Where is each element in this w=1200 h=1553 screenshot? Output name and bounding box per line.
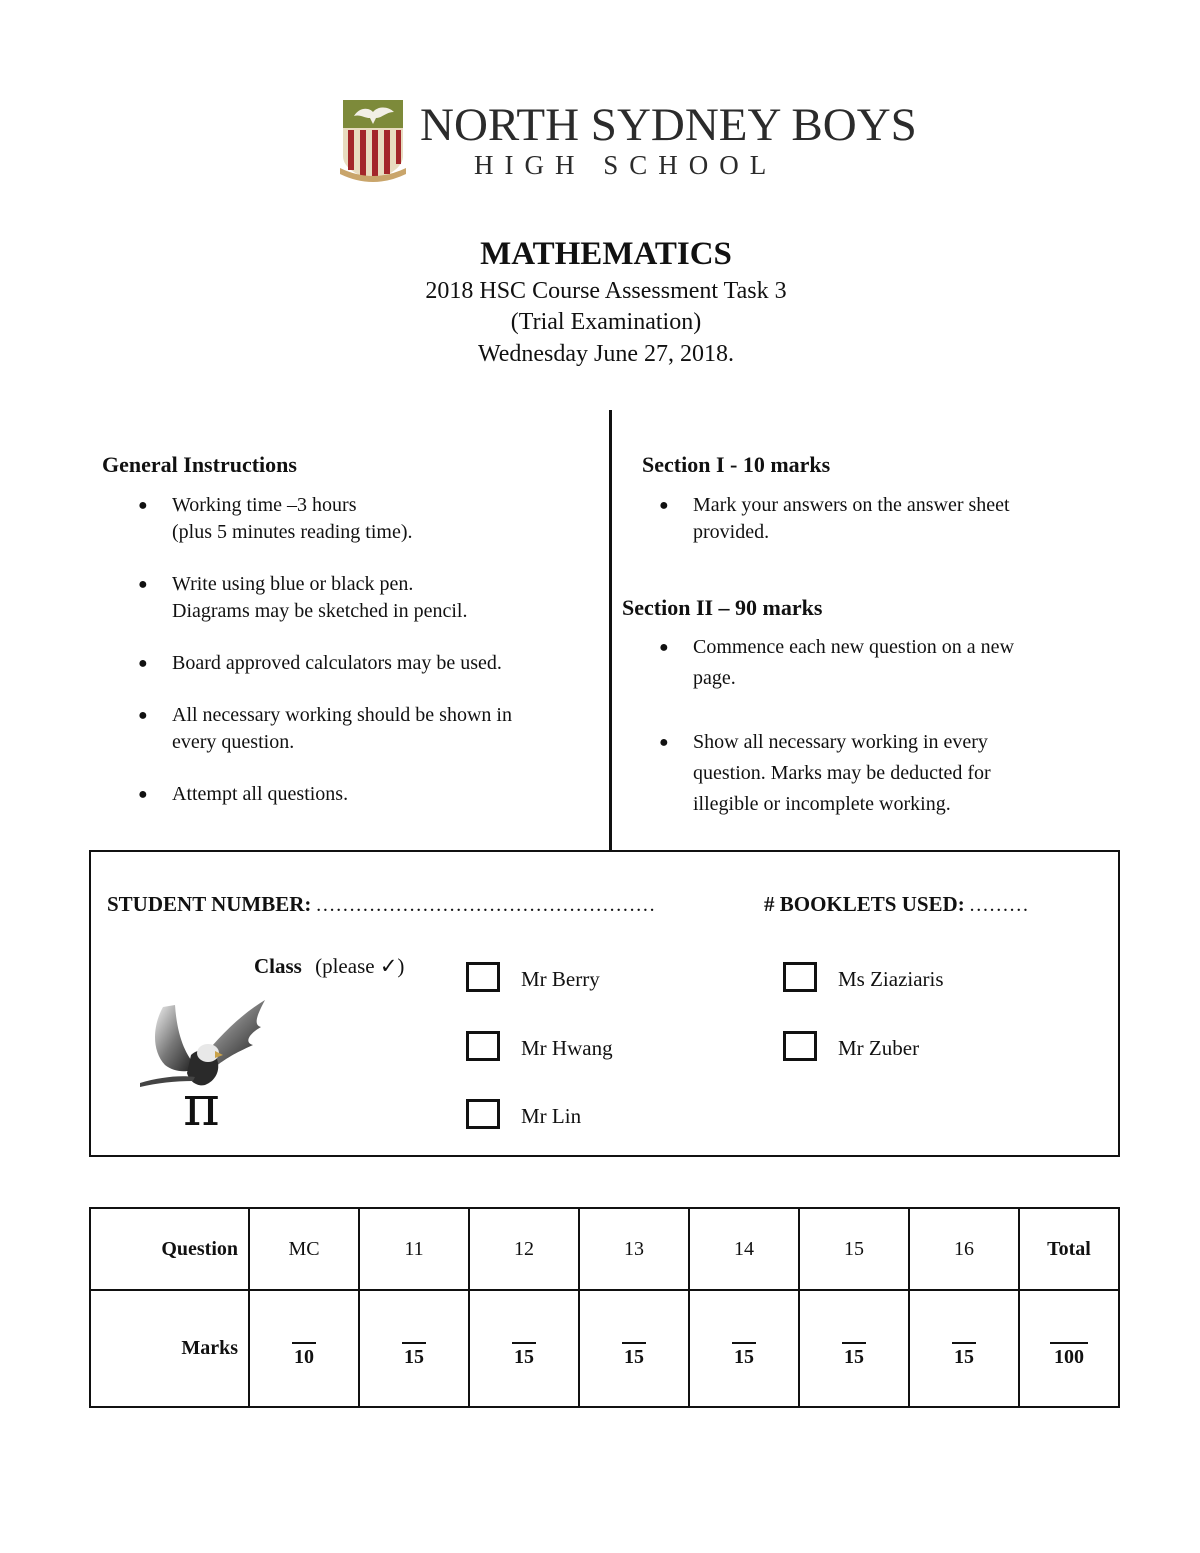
school-crest-logo xyxy=(340,98,406,182)
bullet-icon: ● xyxy=(138,655,148,672)
instruction-item: ● All necessary working should be shown in every question. xyxy=(138,704,512,753)
marks-cell[interactable] xyxy=(689,1290,799,1407)
total-out-of-value: 100 xyxy=(1050,1342,1088,1369)
general-instructions-heading: General Instructions xyxy=(102,452,297,477)
exam-title: MATHEMATICS xyxy=(480,236,732,272)
question-cell: MC xyxy=(249,1208,359,1290)
checkbox-mr-berry[interactable] xyxy=(466,962,500,992)
class-prompt xyxy=(254,954,404,979)
section-1-item: ● Mark your answers on the answer sheet provided. xyxy=(659,494,1010,543)
out-of-value: 15 xyxy=(512,1342,536,1369)
out-of-value: 15 xyxy=(622,1342,646,1369)
checkbox-mr-lin[interactable] xyxy=(466,1099,500,1129)
marks-cell[interactable] xyxy=(579,1290,689,1407)
eagle-pi-logo xyxy=(135,995,275,1130)
bullet-icon: ● xyxy=(138,497,148,514)
instruction-item: ● Board approved calculators may be used. xyxy=(172,650,502,677)
student-number-blank[interactable]: …………………………………………… xyxy=(315,894,656,916)
question-cell: 12 xyxy=(469,1208,579,1290)
bullet-icon: ● xyxy=(138,707,148,724)
bullet-icon: ● xyxy=(138,786,148,803)
checkbox-mr-zuber[interactable] xyxy=(783,1031,817,1061)
checkbox-mr-hwang[interactable] xyxy=(466,1031,500,1061)
checkbox-ms-ziaziaris[interactable] xyxy=(783,962,817,992)
out-of-value: 15 xyxy=(402,1342,426,1369)
section-2-item: ● Commence each new question on a new page. xyxy=(693,632,1014,694)
teacher-label: Mr Hwang xyxy=(521,1036,613,1060)
class-hint: (please ✓) xyxy=(315,954,405,978)
teacher-label: Ms Ziaziaris xyxy=(838,967,944,991)
out-of-value: 15 xyxy=(842,1342,866,1369)
school-subtitle: HIGH SCHOOL xyxy=(474,150,778,180)
instruction-item: ● Working time –3 hours (plus 5 minutes reading time). xyxy=(138,494,413,543)
section-1-heading: Section I - 10 marks xyxy=(642,452,831,477)
marks-header: Marks xyxy=(90,1290,249,1407)
question-header: Question xyxy=(90,1208,249,1290)
marks-cell[interactable] xyxy=(799,1290,909,1407)
booklets-used-field[interactable] xyxy=(764,892,1029,917)
question-cell: 13 xyxy=(579,1208,689,1290)
booklets-used-blank[interactable]: ……… xyxy=(968,894,1029,916)
question-cell: 15 xyxy=(799,1208,909,1290)
out-of-value: 10 xyxy=(292,1342,316,1369)
marks-row xyxy=(90,1290,1119,1407)
out-of-value: 15 xyxy=(732,1342,756,1369)
marks-cell[interactable] xyxy=(909,1290,1019,1407)
total-header: Total xyxy=(1019,1208,1119,1290)
teacher-label: Mr Berry xyxy=(521,967,600,991)
marks-cell[interactable] xyxy=(469,1290,579,1407)
total-marks-cell[interactable] xyxy=(1019,1290,1119,1407)
teacher-label: Mr Zuber xyxy=(838,1036,920,1060)
question-cell: 16 xyxy=(909,1208,1019,1290)
class-label: Class xyxy=(254,954,302,978)
marks-cell[interactable] xyxy=(249,1290,359,1407)
exam-subtitle: 2018 HSC Course Assessment Task 3 xyxy=(425,278,787,304)
exam-date: Wednesday June 27, 2018. xyxy=(477,341,735,367)
student-number-field[interactable] xyxy=(107,892,655,917)
student-number-label: STUDENT NUMBER: xyxy=(107,892,312,916)
question-cell: 11 xyxy=(359,1208,469,1290)
bullet-icon: ● xyxy=(659,497,669,514)
bullet-icon: ● xyxy=(659,639,669,656)
section-2-item: ● Show all necessary working in every question. Marks may be deducted for illegible or incomplete working. xyxy=(693,727,991,820)
booklets-used-label: # BOOKLETS USED: xyxy=(764,892,965,916)
out-of-value: 15 xyxy=(952,1342,976,1369)
bullet-icon: ● xyxy=(138,576,148,593)
section-2-heading: Section II – 90 marks xyxy=(622,595,823,620)
marks-table xyxy=(89,1207,1120,1408)
instruction-item: ● Attempt all questions. xyxy=(172,781,348,808)
question-cell: 14 xyxy=(689,1208,799,1290)
question-row xyxy=(90,1208,1119,1290)
exam-type: (Trial Examination) xyxy=(510,309,702,335)
bullet-icon: ● xyxy=(659,734,669,751)
marks-cell[interactable] xyxy=(359,1290,469,1407)
teacher-label: Mr Lin xyxy=(521,1104,582,1128)
pi-symbol: π xyxy=(183,1074,220,1130)
instruction-item: ● Write using blue or black pen. Diagrams may be sketched in pencil. xyxy=(138,573,468,622)
column-divider xyxy=(609,410,612,852)
school-name: NORTH SYDNEY BOYS xyxy=(420,99,917,151)
